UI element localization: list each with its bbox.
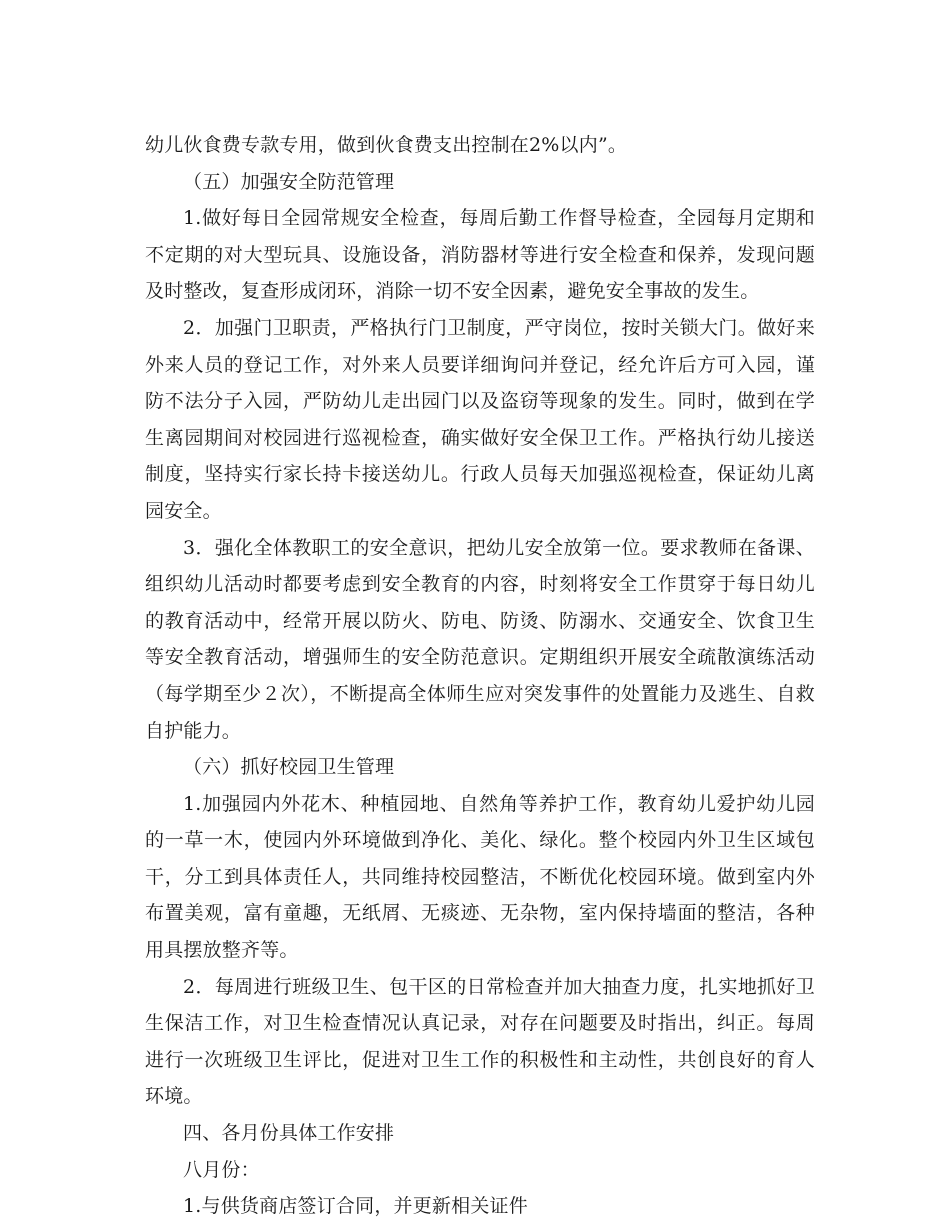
section-heading-monthly-plan: 四、各月份具体工作安排 (183, 1122, 395, 1145)
paragraph-safety-awareness: 3．强化全体教职工的安全意识，把幼儿安全放第一位。要求教师在备课、组织幼儿活动时都要考虑到安全教育的内容，时刻将安全工作贯穿于每日幼儿的教育活动中，经常开展以防火、防电、防烫、防溺水、交通安全、饮食卫生等安全教育活动，增强师生的安全防范意识。定期组织开展安全疏散演练活动（每学期至少２次），不断提高全体师生应对突发事件的处置能力及逃生、自救自护能力。 (145, 536, 815, 742)
section-heading-hygiene: （六）抓好校园卫生管理 (183, 756, 395, 779)
month-label-august: 八月份： (183, 1158, 260, 1181)
document-body (145, 127, 815, 1225)
paragraph-safety-inspection: 1.做好每日全园常规安全检查，每周后勤工作督导检查，全园每月定期和不定期的对大型玩具、设施设备，消防器材等进行安全检查和保养，发现问题及时整改，复查形成闭环，消除一切不安全因素，避免安全事故的发生。 (145, 207, 815, 303)
list-item-supplier-contract: 1.与供货商店签订合同，并更新相关证件 (183, 1195, 528, 1218)
section-heading-safety: （五）加强安全防范管理 (183, 170, 395, 193)
paragraph-food-fund: 幼儿伙食费专款专用，做到伙食费支出控制在2%以内”。 (145, 134, 628, 156)
paragraph-hygiene-check: 2．每周进行班级卫生、包干区的日常检查并加大抽查力度，扎实地抓好卫生保洁工作，对卫生检查情况认真记录，对存在问题要及时指出，纠正。每周进行一次班级卫生评比，促进对卫生工作的积极性和主动性，共创良好的育人环境。 (145, 975, 815, 1108)
paragraph-guard-duty: 2．加强门卫职责，严格执行门卫制度，严守岗位，按时关锁大门。做好来外来人员的登记工作，对外来人员要详细询问并登记，经允许后方可入园，谨防不法分子入园，严防幼儿走出园门以及盗窃等现象的发生。同时，做到在学生离园期间对校园进行巡视检查，确实做好安全保卫工作。严格执行幼儿接送制度，坚持实行家长持卡接送幼儿。行政人员每天加强巡视检查，保证幼儿离园安全。 (145, 316, 815, 522)
paragraph-greening: 1.加强园内外花木、种植园地、自然角等养护工作，教育幼儿爱护幼儿园的一草一木，使园内外环境做到净化、美化、绿化。整个校园内外卫生区域包干，分工到具体责任人，共同维持校园整洁，不断优化校园环境。做到室内外布置美观，富有童趣，无纸屑、无痰迹、无杂物，室内保持墙面的整洁，各种用具摆放整齐等。 (145, 792, 815, 962)
